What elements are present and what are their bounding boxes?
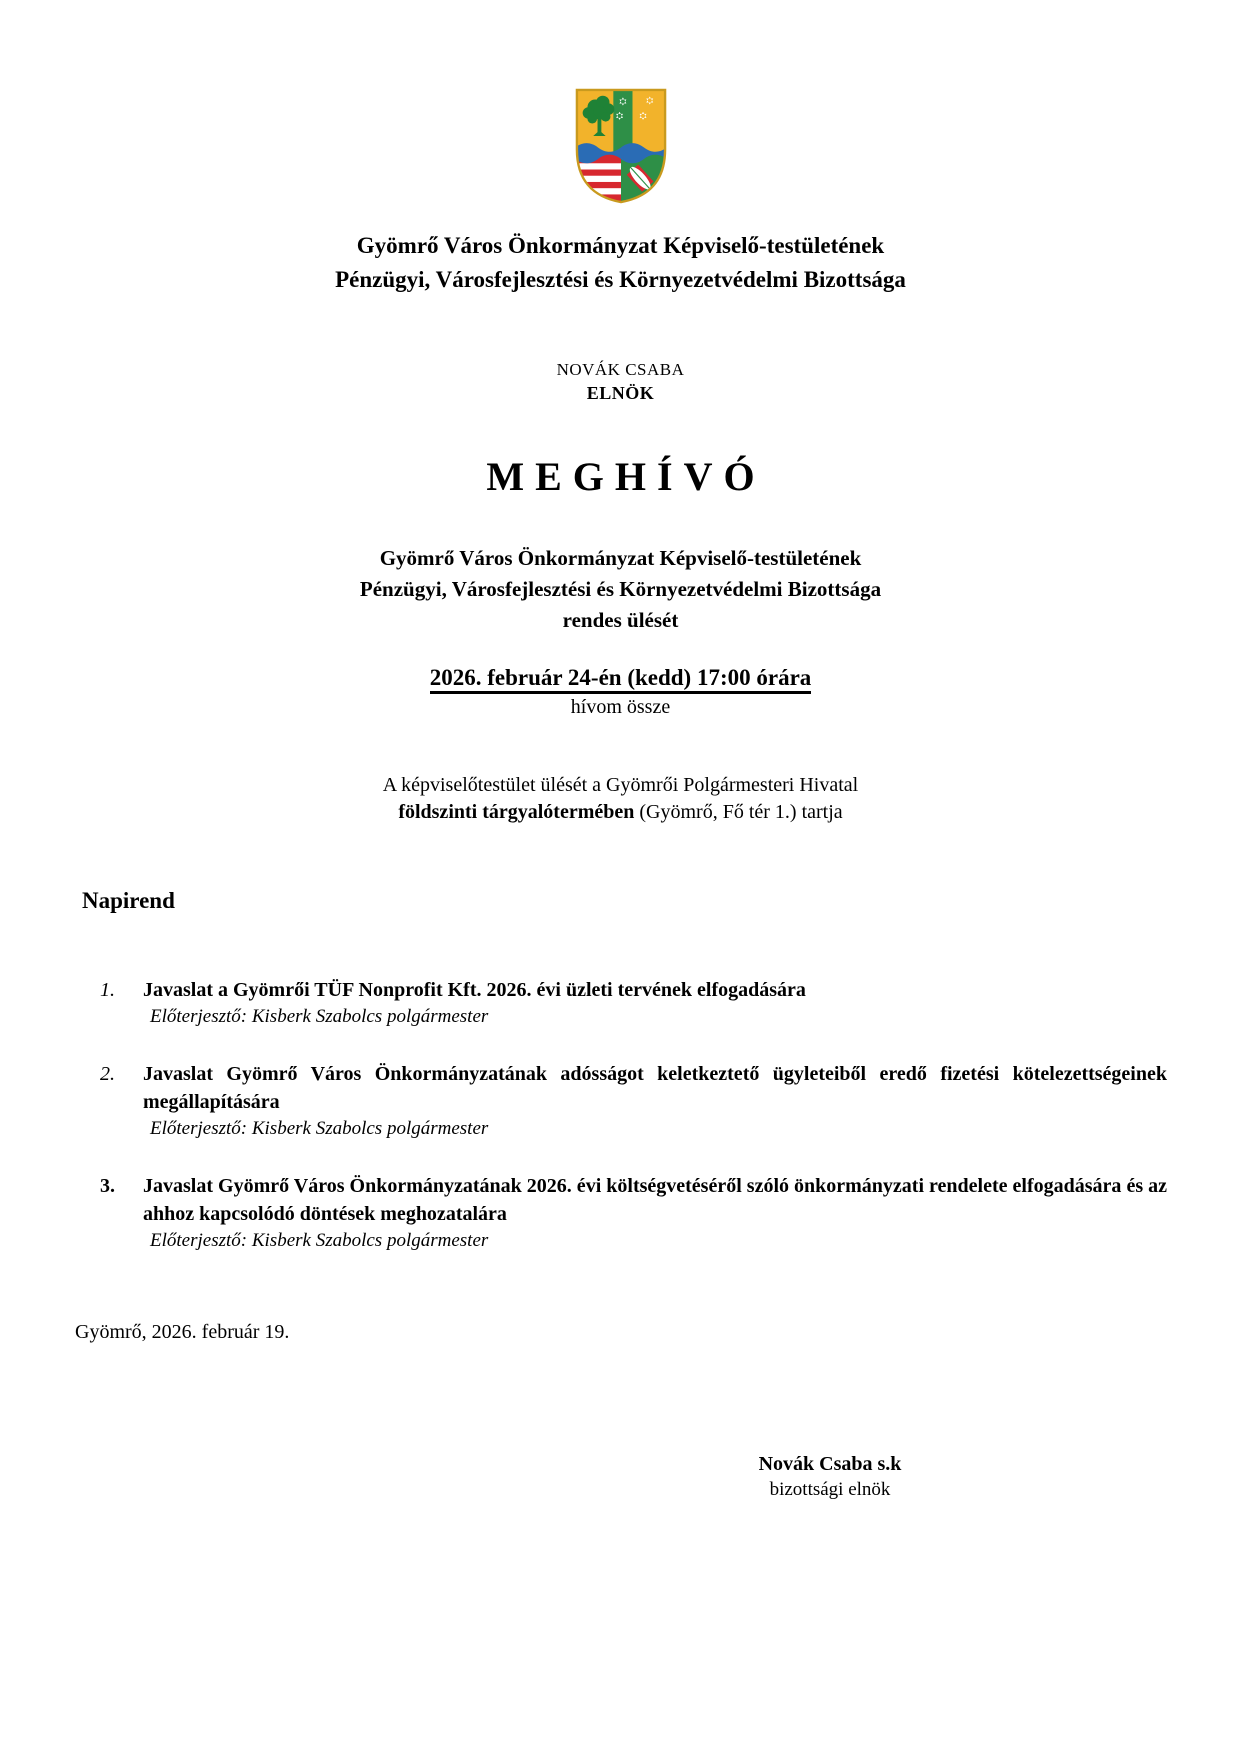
agenda-item-number: 2. (100, 1063, 115, 1085)
meeting-org-line2: Pénzügyi, Városfejlesztési és Környezetvédelmi Bizottsága (359, 577, 882, 601)
sender-block (0, 359, 1241, 405)
agenda-item-presenter: Előterjesztő: Kisberk Szabolcs polgármester (150, 1230, 489, 1251)
location-line1: A képviselőtestület ülését a Gyömrői Polgármesteri Hivatal (382, 774, 859, 796)
convene-text: hívom össze (570, 696, 671, 718)
agenda-item-presenter: Előterjesztő: Kisberk Szabolcs polgármester (150, 1006, 489, 1027)
agenda-heading: Napirend (82, 888, 175, 913)
agenda-item (100, 1172, 1167, 1254)
meeting-location-block (0, 772, 1241, 826)
agenda-item-number: 3. (100, 1175, 115, 1197)
document-title: MEGHÍVÓ (486, 454, 766, 499)
letterhead (0, 229, 1241, 297)
agenda-list (100, 976, 1167, 1254)
location-address: (Gyömrő, Fő tér 1.) tartja (634, 801, 843, 823)
agenda-item-presenter: Előterjesztő: Kisberk Szabolcs polgármester (150, 1118, 489, 1139)
location-line2 (0, 799, 1241, 826)
meeting-org-block (0, 543, 1241, 636)
org-name-line2: Pénzügyi, Városfejlesztési és Környezetvédelmi Bizottsága (335, 267, 906, 292)
agenda-item (100, 976, 1167, 1030)
sender-title: ELNÖK (586, 383, 655, 403)
org-name-line1: Gyömrő Város Önkormányzat Képviselő-testületének (356, 233, 885, 258)
meeting-datetime-block (0, 662, 1241, 720)
sender-name: NOVÁK CSABA (556, 360, 685, 379)
agenda-item-title: Javaslat a Gyömrői TÜF Nonprofit Kft. 2026. évi üzleti tervének elfogadására (143, 979, 806, 1001)
meeting-type: rendes ülését (562, 608, 679, 632)
signature-title: bizottsági elnök (769, 1479, 891, 1500)
location-room: földszinti tárgyalótermében (398, 801, 635, 823)
gyomro-coat-of-arms-icon (575, 88, 667, 205)
meeting-org-line1: Gyömrő Város Önkormányzat Képviselő-testületének (379, 546, 862, 570)
signature-name: Novák Csaba s.k (758, 1453, 902, 1475)
agenda-item-number: 1. (100, 979, 115, 1001)
agenda-item (100, 1060, 1167, 1142)
agenda-item-title: Javaslat Gyömrő Város Önkormányzatának 2026. évi költségvetéséről szóló önkormányzati rendelete elfogadására és az ahhoz kapcsolódó döntések meghozatalára (143, 1175, 1167, 1225)
meeting-datetime: 2026. február 24-én (kedd) 17:00 órára (430, 665, 812, 694)
document-date-place: Gyömrő, 2026. február 19. (75, 1321, 290, 1343)
shield-stripe-white (575, 163, 621, 169)
agenda-item-title: Javaslat Gyömrő Város Önkormányzatának adósságot keletkeztető ügyleteiből eredő fizetési kötelezettségeinek megállapítására (143, 1063, 1167, 1113)
signature-block (680, 1451, 980, 1502)
